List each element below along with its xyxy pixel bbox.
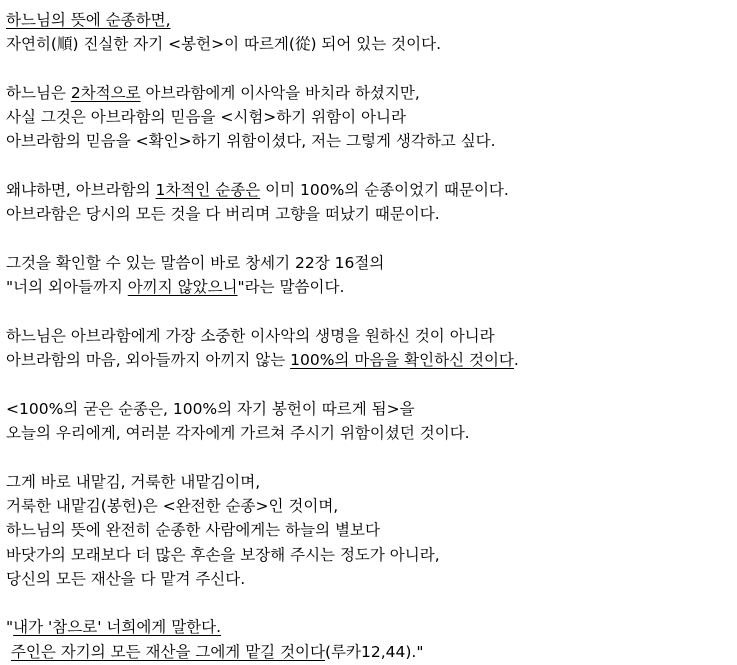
paragraph-gap bbox=[6, 154, 731, 178]
underlined-phrase: 하느님의 뜻에 순종하면, bbox=[6, 11, 171, 29]
text-segment: 하느님은 bbox=[6, 83, 71, 102]
text-segment: 이미 100%의 순종이었기 때문이다. bbox=[260, 181, 509, 200]
underlined-phrase: 주인은 자기의 모든 재산을 그에게 맡길 것이다 bbox=[10, 642, 325, 661]
text-line: 자연히(順) 진실한 자기 <봉헌>이 따르게(從) 되어 있는 것이다. bbox=[6, 35, 442, 54]
text-line bbox=[6, 81, 731, 105]
text-line: <100%의 굳은 순종은, 100%의 자기 봉헌이 따르게 됨>을 bbox=[6, 399, 415, 418]
underlined-phrase: 2차적으로 bbox=[70, 83, 141, 102]
text-line: 바닷가의 모래보다 더 많은 후손을 보장해 주시는 정도가 아니라, bbox=[6, 545, 440, 564]
text-line: 하느님은 아브라함에게 가장 소중한 이사악의 생명을 원하신 것이 아니라 bbox=[6, 326, 495, 345]
paragraph-gap bbox=[6, 300, 731, 324]
text-line bbox=[6, 348, 731, 372]
text-segment: . bbox=[513, 351, 519, 370]
paragraph-gap bbox=[6, 445, 731, 469]
text-line: 아브라함의 믿음을 <확인>하기 위함이셨다, 저는 그렇게 생각하고 싶다. bbox=[6, 132, 496, 151]
text-line bbox=[6, 178, 731, 202]
text-line: 하느님의 뜻에 완전히 순종한 사람에게는 하늘의 별보다 bbox=[6, 521, 380, 540]
text-segment: "라는 말씀이다. bbox=[237, 278, 345, 297]
text-line: 그게 바로 내맡김, 거룩한 내맡김이며, bbox=[6, 472, 261, 491]
text-segment: " bbox=[6, 618, 14, 637]
text-line bbox=[6, 8, 731, 32]
reflection-text bbox=[6, 8, 731, 664]
paragraph-gap bbox=[6, 227, 731, 251]
text-segment: (루카12,44)." bbox=[325, 642, 424, 661]
paragraph-gap bbox=[6, 57, 731, 81]
text-line: 오늘의 우리에게, 여러분 각자에게 가르쳐 주시기 위함이셨던 것이다. bbox=[6, 424, 470, 443]
text-segment: "너의 외아들까지 bbox=[6, 278, 128, 297]
paragraph-gap bbox=[6, 372, 731, 396]
text-line: 당신의 모든 재산을 다 맡겨 주신다. bbox=[6, 569, 246, 588]
text-segment: 아브라함의 마음, 외아들까지 아끼지 않는 bbox=[6, 351, 291, 370]
text-line: 그것을 확인할 수 있는 말씀이 바로 창세기 22장 16절의 bbox=[6, 253, 385, 272]
text-line bbox=[6, 615, 731, 639]
text-line: 거룩한 내맡김(봉헌)은 <완전한 순종>인 것이며, bbox=[6, 496, 339, 515]
text-line: 아브라함은 당시의 모든 것을 다 버리며 고향을 떠났기 때문이다. bbox=[6, 205, 440, 224]
paragraph-gap bbox=[6, 591, 731, 615]
underlined-phrase: 내가 '참으로' 너희에게 말한다. bbox=[13, 618, 222, 637]
text-line: 사실 그것은 아브라함의 믿음을 <시험>하기 위함이 아니라 bbox=[6, 108, 406, 127]
text-segment: 왜냐하면, 아브라함의 bbox=[6, 181, 156, 200]
text-line bbox=[6, 640, 731, 664]
text-segment: 아브라함에게 이사악을 바치라 하셨지만, bbox=[140, 83, 420, 102]
underlined-phrase: 아끼지 않았으니 bbox=[127, 278, 238, 297]
text-line bbox=[6, 275, 731, 299]
underlined-phrase: 1차적인 순종은 bbox=[155, 181, 261, 200]
underlined-phrase: 100%의 마음을 확인하신 것이다 bbox=[290, 351, 514, 370]
